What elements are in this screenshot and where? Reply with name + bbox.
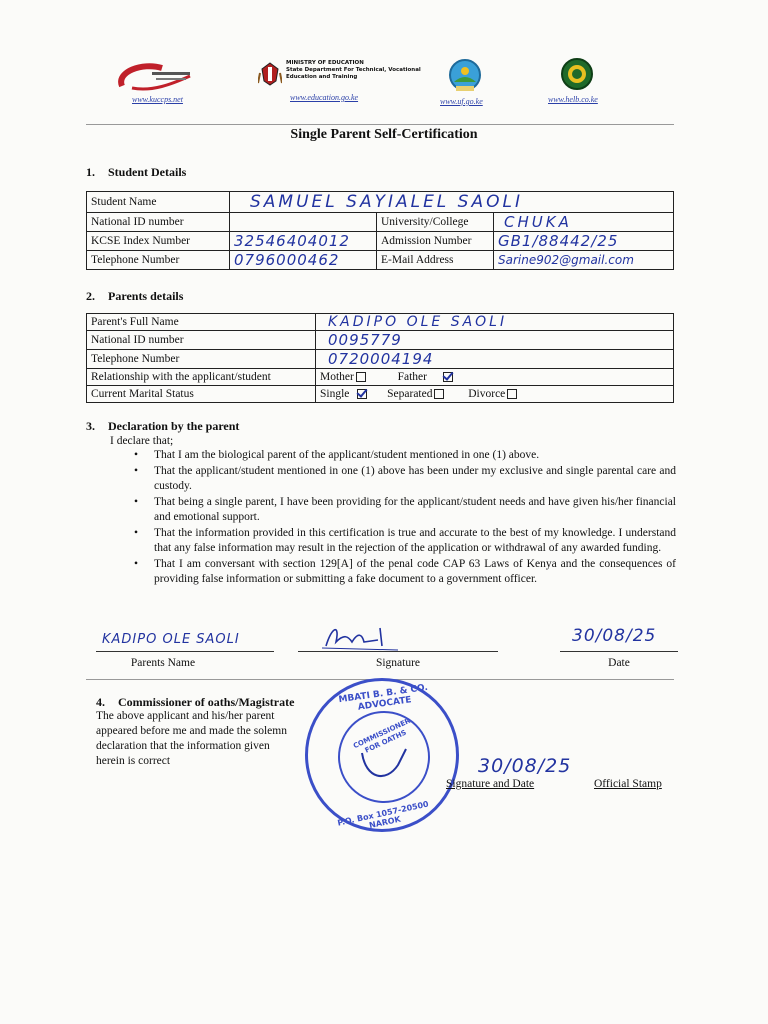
table-row bbox=[87, 314, 674, 331]
university-value: CHUKA bbox=[504, 213, 572, 231]
section-number: 1. bbox=[86, 165, 95, 179]
marital-status-options bbox=[316, 386, 674, 403]
statement-line: The above applicant and his/her parent bbox=[96, 710, 275, 722]
kcse-index-field[interactable] bbox=[230, 232, 377, 251]
kuccps-logo-icon bbox=[112, 58, 196, 94]
parent-name-line bbox=[96, 651, 274, 652]
kcse-index-label: KCSE Index Number bbox=[87, 232, 230, 251]
table-row bbox=[87, 350, 674, 369]
moe-caption-line: State Department For Technical, Vocational bbox=[286, 67, 421, 73]
statement-line: appeared before me and made the solemn bbox=[96, 725, 287, 737]
stamp-bottom-text: P.O. Box 1057-20500 NAROK bbox=[336, 799, 430, 831]
mother-checkbox[interactable] bbox=[356, 372, 366, 382]
divorce-checkbox[interactable] bbox=[507, 389, 517, 399]
marital-status-label: Current Marital Status bbox=[87, 386, 316, 403]
section-title: Commissioner of oaths/Magistrate bbox=[118, 695, 295, 709]
parent-signed-name: KADIPO OLE SAOLI bbox=[102, 632, 240, 647]
relationship-options bbox=[316, 369, 674, 386]
parents-details-heading bbox=[86, 289, 183, 304]
email-label: E-Mail Address bbox=[377, 251, 494, 270]
list-item: • That being a single parent, I have been providing for the applicant/student needs and have given his/her financial and emotional support. bbox=[128, 495, 676, 526]
section-title: Declaration by the parent bbox=[108, 419, 240, 433]
statement-line: declaration that the information given bbox=[96, 740, 270, 752]
list-item: • That I am the biological parent of the applicant/student mentioned in one (1) above. bbox=[128, 448, 676, 464]
father-option-label: Father bbox=[397, 371, 427, 383]
kuccps-url[interactable]: www.kuccps.net bbox=[132, 95, 183, 104]
student-telephone-field[interactable] bbox=[230, 251, 377, 270]
student-name-value: SAMUEL SAYIALEL SAOLI bbox=[250, 192, 523, 212]
section-number: 4. bbox=[96, 695, 105, 709]
table-row bbox=[87, 251, 674, 270]
parent-signed-date: 30/08/25 bbox=[572, 626, 657, 646]
table-row bbox=[87, 369, 674, 386]
university-label: University/College bbox=[377, 213, 494, 232]
parent-name-label: Parent's Full Name bbox=[87, 314, 316, 331]
list-item: • That the applicant/student mentioned in one (1) above has been under my exclusive and single parental care and custody. bbox=[128, 464, 676, 495]
single-option-label: Single bbox=[320, 388, 350, 400]
national-id-label: National ID number bbox=[87, 213, 230, 232]
list-item: • That the information provided in this certification is true and accurate to the best of my knowledge. I understand that any false information may result in the rejection of the application or withdrawal of any awarded funding. bbox=[128, 526, 676, 557]
mother-option-label: Mother bbox=[320, 371, 354, 383]
section-number: 2. bbox=[86, 289, 95, 303]
education-url[interactable]: www.education.go.ke bbox=[290, 93, 359, 102]
single-checkbox[interactable] bbox=[357, 389, 367, 399]
table-row bbox=[87, 213, 674, 232]
parent-national-id-field[interactable] bbox=[316, 331, 674, 350]
parents-name-label: Parents Name bbox=[130, 657, 196, 669]
moe-caption-line: Education and Training bbox=[286, 74, 358, 80]
admission-number-value: GB1/88442/25 bbox=[498, 232, 619, 250]
commissioner-stamp bbox=[305, 678, 459, 832]
national-id-field[interactable] bbox=[230, 213, 377, 232]
student-details-table bbox=[86, 191, 674, 270]
separated-option-label: Separated bbox=[387, 388, 433, 400]
signature-line bbox=[298, 651, 498, 652]
helb-url[interactable]: www.helb.co.ke bbox=[548, 95, 598, 104]
statement-line: herein is correct bbox=[96, 755, 171, 767]
table-row bbox=[87, 386, 674, 403]
relationship-label: Relationship with the applicant/student bbox=[87, 369, 316, 386]
table-row bbox=[87, 192, 674, 213]
student-name-field[interactable] bbox=[230, 192, 674, 213]
uf-logo-icon bbox=[448, 58, 482, 94]
stamp-signature bbox=[356, 743, 412, 783]
commissioner-signed-date: 30/08/25 bbox=[478, 755, 572, 777]
father-checkbox[interactable] bbox=[443, 372, 453, 382]
moe-caption-line: MINISTRY OF EDUCATION bbox=[286, 60, 364, 66]
header-divider bbox=[86, 124, 674, 125]
section-title: Parents details bbox=[108, 289, 184, 303]
helb-logo-icon bbox=[560, 57, 594, 93]
university-field[interactable] bbox=[494, 213, 674, 232]
signature-label: Signature bbox=[375, 657, 421, 669]
email-value: Sarine902@gmail.com bbox=[498, 253, 634, 267]
uf-url[interactable]: www.uf.go.ke bbox=[440, 97, 483, 106]
kcse-index-value: 32546404012 bbox=[234, 232, 350, 250]
declaration-heading bbox=[86, 419, 239, 434]
list-item: • That I am conversant with section 129[A] of the penal code CAP 63 Laws of Kenya and the consequences of providing false information or submitting a fake document to a government officer. bbox=[128, 557, 676, 588]
parent-name-field[interactable] bbox=[316, 314, 674, 331]
section-title: Student Details bbox=[108, 165, 187, 179]
student-telephone-label: Telephone Number bbox=[87, 251, 230, 270]
official-stamp-label: Official Stamp bbox=[594, 778, 662, 790]
parent-telephone-field[interactable] bbox=[316, 350, 674, 369]
parent-national-id-label: National ID number bbox=[87, 331, 316, 350]
parent-signature bbox=[318, 620, 408, 654]
student-telephone-value: 0796000462 bbox=[234, 251, 340, 269]
email-field[interactable] bbox=[494, 251, 674, 270]
parent-telephone-label: Telephone Number bbox=[87, 350, 316, 369]
commissioner-statement bbox=[96, 709, 287, 769]
kenya-coat-of-arms-icon bbox=[258, 61, 282, 87]
stamp-outer-text: MBATI B. B. & CO. ADVOCATE bbox=[338, 682, 429, 713]
page-title: Single Parent Self-Certification bbox=[290, 127, 478, 142]
admission-number-field[interactable] bbox=[494, 232, 674, 251]
section-number: 3. bbox=[86, 419, 95, 433]
moe-caption bbox=[286, 60, 421, 81]
parent-name-value: KADIPO OLE SAOLI bbox=[328, 314, 508, 330]
signature-and-date-label: Signature and Date bbox=[446, 778, 535, 790]
parents-details-table bbox=[86, 313, 674, 403]
admission-number-label: Admission Number bbox=[377, 232, 494, 251]
parent-telephone-value: 0720004194 bbox=[328, 350, 434, 368]
student-name-label: Student Name bbox=[87, 192, 230, 213]
stamp-inner-text: COMMISSIONER FOR OATHS bbox=[352, 716, 412, 755]
student-details-heading bbox=[86, 165, 186, 180]
table-row bbox=[87, 331, 674, 350]
declaration-list bbox=[128, 448, 676, 588]
date-line bbox=[560, 651, 678, 652]
separated-checkbox[interactable] bbox=[434, 389, 444, 399]
declaration-intro: I declare that; bbox=[110, 435, 174, 447]
commissioner-heading bbox=[96, 695, 294, 710]
date-label: Date bbox=[608, 657, 630, 669]
table-row bbox=[87, 232, 674, 251]
divorce-option-label: Divorce bbox=[468, 388, 506, 400]
parent-national-id-value: 0095779 bbox=[328, 331, 402, 349]
